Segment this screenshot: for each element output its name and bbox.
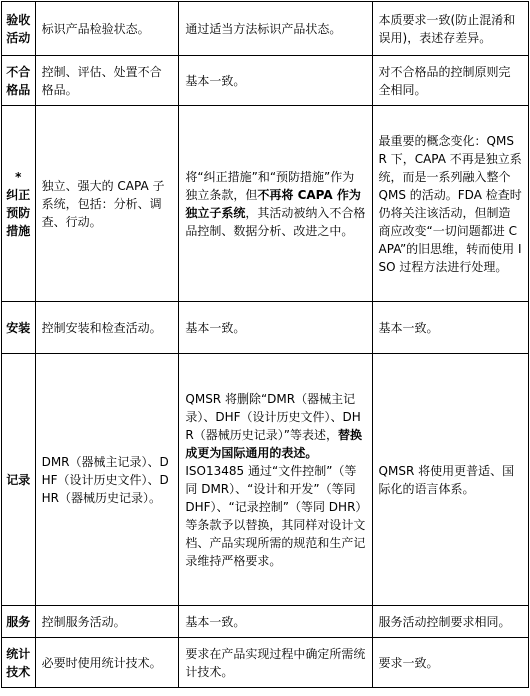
table-row — [2, 302, 529, 354]
table-row — [2, 56, 529, 106]
old-requirement-cell: 控制、评估、处置不合格品。 — [35, 56, 179, 106]
row-label: 安装 — [2, 302, 36, 354]
row-label — [2, 106, 36, 302]
row-label: 记录 — [2, 354, 36, 606]
new-requirement-cell: 基本一致。 — [179, 302, 372, 354]
new-requirement-cell: 基本一致。 — [179, 606, 372, 638]
comparison-table — [1, 1, 529, 688]
new-text-emphasis: 替换成更为国际通用的表述。 — [185, 427, 362, 460]
table-row — [2, 638, 529, 688]
old-requirement-cell: 必要时使用统计技术。 — [35, 638, 179, 688]
note-cell: 本质要求一致(防止混淆和误用)，表述存差异。 — [372, 2, 528, 56]
row-label: 服务 — [2, 606, 36, 638]
new-requirement-cell: 要求在产品实现过程中确定所需统计技术。 — [179, 638, 372, 688]
row-label: 统计技术 — [2, 638, 36, 688]
new-text-part: QMSR 将删除“DMR（器械主记录）、DHF（设计历史文件）、DHR（器械历史记录）”等表述， — [185, 391, 361, 442]
note-cell: 最重要的概念变化：QMSR 下，CAPA 不再是独立系统，而是一系列融入整个 QMS 的活动。FDA 检查时仍将关注该活动，但制造商应改变“一切问题都进 CAPA”的旧思维，转而使用 ISO 过程方法进行处理。 — [372, 106, 528, 302]
note-cell: 对不合格品的控制原则完全相同。 — [372, 56, 528, 106]
note-cell: 基本一致。 — [372, 302, 528, 354]
new-paragraph — [185, 390, 365, 462]
table-row — [2, 606, 529, 638]
note-cell: 服务活动控制要求相同。 — [372, 606, 528, 638]
table-row — [2, 106, 529, 302]
row-label: 验收活动 — [2, 2, 36, 56]
row-label-marker: * — [15, 169, 22, 184]
old-requirement-cell: 标识产品检验状态。 — [35, 2, 179, 56]
new-requirement-cell: 基本一致。 — [179, 56, 372, 106]
row-label-text: 纠正预防措施 — [6, 187, 31, 238]
note-cell: 要求一致。 — [372, 638, 528, 688]
new-requirement-cell — [179, 354, 372, 606]
old-requirement-cell: 控制服务活动。 — [35, 606, 179, 638]
new-text-part: ，其活动被纳入不合格品控制、数据分析、改进之中。 — [185, 205, 366, 238]
table-row — [2, 354, 529, 606]
new-text-part: 将“纠正措施”和“预防措施”作为独立条款，但 — [185, 169, 355, 202]
old-requirement-cell: 独立、强大的 CAPA 子系统，包括：分析、调查、行动。 — [35, 106, 179, 302]
new-paragraph: ISO13485 通过“文件控制”（等同 DMR）、“设计和开发”（等同 DHF）、“记录控制”（等同 DHR）等条款予以替换，其同样对设计文档、产品实现所需的规范和生产记录维持严格要求。 — [185, 463, 366, 568]
old-requirement-cell: 控制安装和检查活动。 — [35, 302, 179, 354]
new-text-emphasis: 不再将 CAPA 作为独立子系统 — [185, 187, 361, 220]
new-requirement-cell: 通过适当方法标识产品状态。 — [179, 2, 372, 56]
table-row — [2, 2, 529, 56]
old-requirement-cell: DMR（器械主记录）、DHF（设计历史文件）、DHR（器械历史记录）。 — [35, 354, 179, 606]
new-requirement-cell — [179, 106, 372, 302]
note-cell: QMSR 将使用更普适、国际化的语言体系。 — [372, 354, 528, 606]
row-label: 不合格品 — [2, 56, 36, 106]
